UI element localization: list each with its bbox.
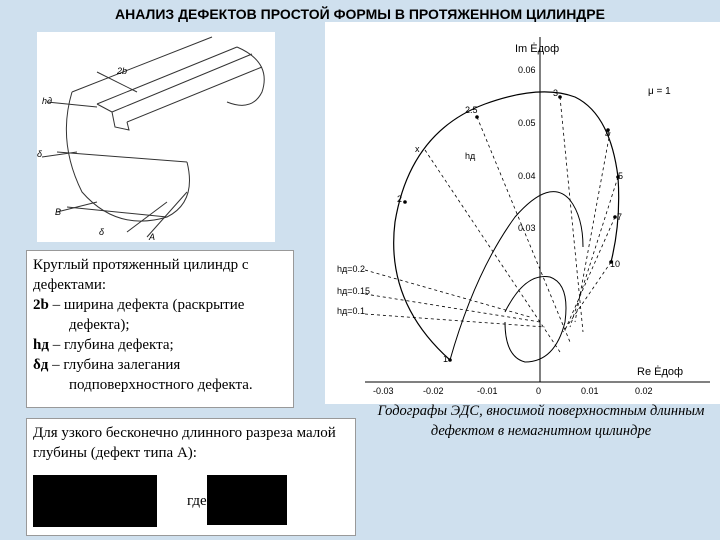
point-label: 3 bbox=[553, 88, 559, 98]
point-label: 7 bbox=[617, 212, 623, 222]
label-delta-2: δ bbox=[99, 227, 105, 237]
desc-item-depth: hд – глубина дефекта; bbox=[33, 337, 174, 353]
curve-label: hд=0.1 bbox=[337, 306, 366, 316]
x-tick-label: 0 bbox=[536, 386, 542, 396]
x-axis-label: Re Ėдоф bbox=[637, 366, 684, 378]
y-tick-label: 0.03 bbox=[518, 223, 536, 233]
x-marker-label: x bbox=[415, 144, 420, 154]
formula-image-right bbox=[207, 475, 287, 525]
point-label: 10 bbox=[610, 259, 621, 269]
curve-label: hд=0.2 bbox=[337, 264, 366, 274]
label-A: A bbox=[149, 232, 156, 242]
x-tick-label: 0.01 bbox=[581, 386, 599, 396]
desc-item-width: 2b – ширина дефекта (раскрытие bbox=[33, 297, 245, 313]
point-label: 2.5 bbox=[465, 105, 478, 115]
desc-intro: Круглый протяженный цилиндр с дефектами: bbox=[33, 257, 249, 293]
page-title: АНАЛИЗ ДЕФЕКТОВ ПРОСТОЙ ФОРМЫ В ПРОТЯЖЕННОМ ЦИЛИНДРЕ bbox=[115, 6, 605, 22]
hodograph-svg bbox=[325, 22, 720, 404]
x-tick-label: -0.03 bbox=[373, 386, 394, 396]
hodograph-small-loop bbox=[505, 276, 566, 362]
desc-item-width-cont: дефекта); bbox=[69, 317, 130, 333]
label-delta: δ bbox=[37, 149, 43, 159]
formula-image-left bbox=[33, 475, 157, 527]
formula-where: где bbox=[187, 493, 207, 509]
formula-text: Для узкого бесконечно длинного разреза малой глубины (дефект типа А): bbox=[33, 425, 336, 461]
hd-marker-label: hд bbox=[465, 151, 476, 161]
point-label: 1 bbox=[443, 354, 449, 364]
x-tick-label: 0.02 bbox=[635, 386, 653, 396]
point-label: 5 bbox=[618, 171, 624, 181]
y-tick-label: 0.04 bbox=[518, 171, 536, 181]
x-tick-label: -0.01 bbox=[477, 386, 498, 396]
y-tick-label: 0.05 bbox=[518, 118, 536, 128]
x-tick-label: -0.02 bbox=[423, 386, 444, 396]
point-label: 2 bbox=[397, 194, 403, 204]
cylinder-sketch bbox=[37, 32, 275, 242]
hodograph-plot bbox=[325, 22, 720, 404]
label-B: B bbox=[55, 207, 62, 217]
cylinder-figure bbox=[37, 32, 275, 242]
hodograph-outer-curve bbox=[394, 92, 619, 360]
label-hd: hд bbox=[42, 96, 52, 106]
y-axis-label: Im Ėдоф bbox=[515, 43, 560, 55]
desc-item-delta: δд – глубина залегания bbox=[33, 357, 181, 373]
description-box bbox=[26, 250, 294, 408]
formula-box bbox=[26, 418, 356, 536]
mu-label: μ = 1 bbox=[648, 86, 671, 97]
desc-item-delta-cont: подповерхностного дефекта. bbox=[69, 377, 253, 393]
curve-label: hд=0.15 bbox=[337, 286, 371, 296]
y-tick-label: 0.06 bbox=[518, 65, 536, 75]
point-label: 4 bbox=[605, 129, 611, 139]
hodograph-caption: Годографы ЭДС, вносимой поверхностным длинным дефектом в немагнитном цилиндре bbox=[377, 403, 705, 439]
label-2b: 2b bbox=[117, 66, 128, 76]
